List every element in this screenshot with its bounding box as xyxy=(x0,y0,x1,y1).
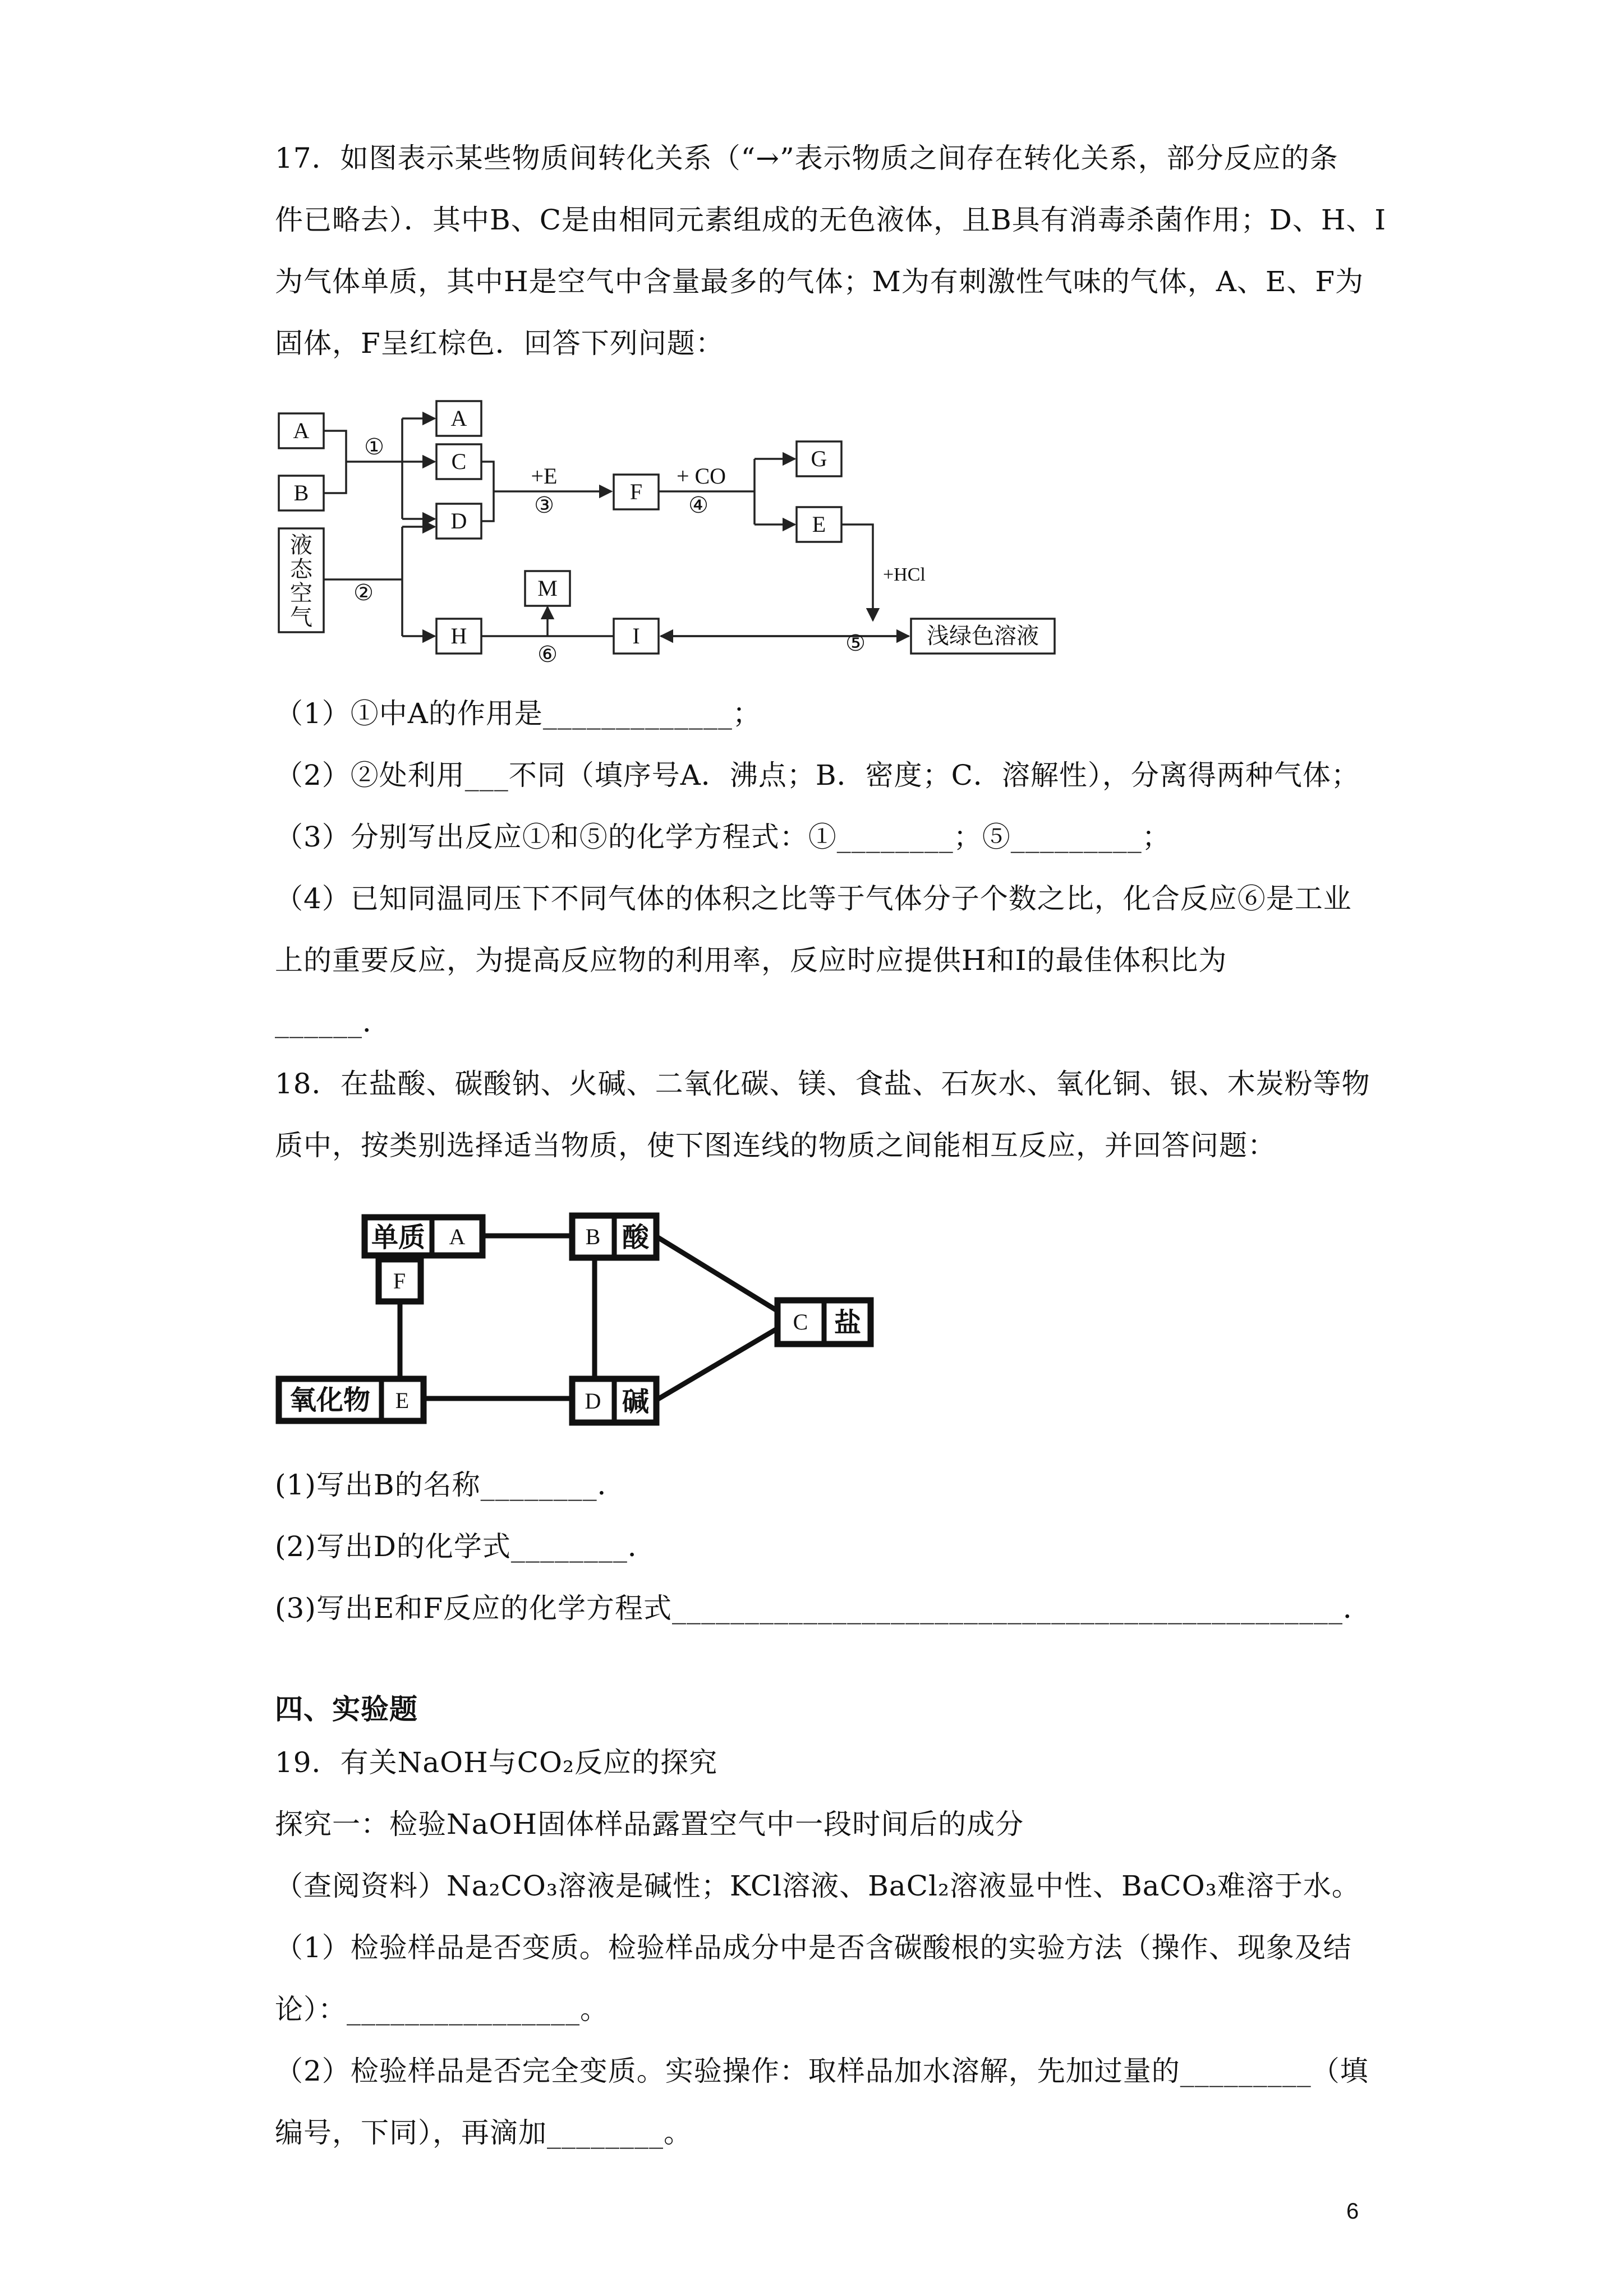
q18-label-a: A xyxy=(449,1224,466,1249)
q17-label-i: I xyxy=(632,623,640,648)
q19-line-5: 论）：________________。 xyxy=(275,1993,609,2026)
q17-sub-4c: ______． xyxy=(275,1006,391,1038)
q17-plus-hcl: +HCl xyxy=(883,564,926,585)
q19-line-7: 编号，下同），再滴加________。 xyxy=(275,2116,692,2149)
q18-label-base: 碱 xyxy=(622,1386,650,1418)
q17-sub-2: （2）②处利用___不同（填序号A．沸点；B．密度；C．溶解性），分离得两种气体； xyxy=(275,759,1360,792)
page-number: 6 xyxy=(1346,2199,1359,2224)
q18-label-simple: 单质 xyxy=(371,1222,426,1253)
q17-label-d: D xyxy=(450,508,467,533)
svg-text:空: 空 xyxy=(290,581,312,606)
q17-plus-e: +E xyxy=(531,463,558,489)
q19-line-1: 19．有关NaOH与CO₂反应的探究 xyxy=(275,1746,718,1779)
q19-line-3: （查阅资料）Na₂CO₃溶液是碱性；KCl溶液、BaCl₂溶液显中性、BaCO₃难溶于水。 xyxy=(275,1870,1360,1902)
q17-step-1: ① xyxy=(364,434,384,459)
q17-line-4: 固体，F呈红棕色．回答下列问题： xyxy=(275,327,724,360)
q18-label-f: F xyxy=(393,1268,406,1294)
q18-label-acid: 酸 xyxy=(622,1222,650,1253)
q18-sub-1: (1)写出B的名称________． xyxy=(275,1469,626,1501)
q19-line-4: （1）检验样品是否变质。检验样品成分中是否含碳酸根的实验方法（操作、现象及结 xyxy=(275,1931,1352,1964)
q19-line-6: （2）检验样品是否完全变质。实验操作：取样品加水溶解，先加过量的_________（填 xyxy=(275,2055,1369,2087)
q17-sub-4a: （4）已知同温同压下不同气体的体积之比等于气体分子个数之比，化合反应⑥是工业 xyxy=(275,882,1352,915)
q17-label-m: M xyxy=(537,576,558,601)
q17-step-2: ② xyxy=(353,580,374,605)
q18-label-oxide: 氧化物 xyxy=(289,1384,371,1416)
q18-label-d: D xyxy=(585,1388,601,1414)
q17-line-3: 为气体单质，其中H是空气中含量最多的气体；M为有刺激性气味的气体，A、E、F为 xyxy=(275,265,1364,298)
section-title: 四、实验题 xyxy=(275,1693,418,1726)
q17-step-3: ③ xyxy=(534,493,554,518)
q17-label-h: H xyxy=(450,623,467,648)
svg-text:液: 液 xyxy=(290,532,312,558)
q17-label-g: G xyxy=(811,446,827,471)
q17-sub-3: （3）分别写出反应①和⑤的化学方程式：①________；⑤_________； xyxy=(275,821,1171,853)
q18-label-salt: 盐 xyxy=(834,1307,862,1338)
q18-line-1: 18．在盐酸、碳酸钠、火碱、二氧化碳、镁、食盐、石灰水、氧化铜、银、木炭粉等物 xyxy=(275,1068,1370,1100)
q18-line-2: 质中，按类别选择适当物质，使下图连线的物质之间能相互反应，并回答问题： xyxy=(275,1129,1276,1162)
q17-sub-1: （1）①中A的作用是_____________； xyxy=(275,697,761,730)
q17-label-a-product: A xyxy=(450,406,467,431)
q17-plus-co: + CO xyxy=(676,463,726,489)
q18-label-e: E xyxy=(395,1388,410,1413)
q19-line-2: 探究一：检验NaOH固体样品露置空气中一段时间后的成分 xyxy=(275,1808,1024,1841)
q18-sub-2: (2)写出D的化学式________． xyxy=(275,1530,656,1563)
q17-label-b: B xyxy=(293,480,309,505)
q17-line-1: 17．如图表示某些物质间转化关系（“→”表示物质之间存在转化关系，部分反应的条 xyxy=(275,142,1338,174)
q18-sub-3: (3)写出E和F反应的化学方程式______________________________________________． xyxy=(275,1592,1372,1625)
q17-label-c: C xyxy=(451,449,467,474)
q18-label-b: B xyxy=(585,1224,601,1249)
svg-text:态: 态 xyxy=(290,556,312,582)
q17-label-solution: 浅绿色溶液 xyxy=(927,623,1039,648)
svg-text:气: 气 xyxy=(290,605,312,630)
q17-label-a-left: A xyxy=(293,418,310,443)
q17-label-f: F xyxy=(629,479,643,504)
q18-label-c: C xyxy=(793,1309,808,1335)
q17-step-4: ④ xyxy=(688,493,709,518)
q17-sub-4b: 上的重要反应，为提高反应物的利用率，反应时应提供H和I的最佳体积比为 xyxy=(275,944,1227,977)
q17-line-2: 件已略去）．其中B、C是由相同元素组成的无色液体，且B具有消毒杀菌作用；D、H、I xyxy=(275,204,1387,236)
q17-label-e: E xyxy=(812,512,826,537)
q17-step-6: ⑥ xyxy=(537,642,558,667)
q17-step-5: ⑤ xyxy=(845,631,866,656)
